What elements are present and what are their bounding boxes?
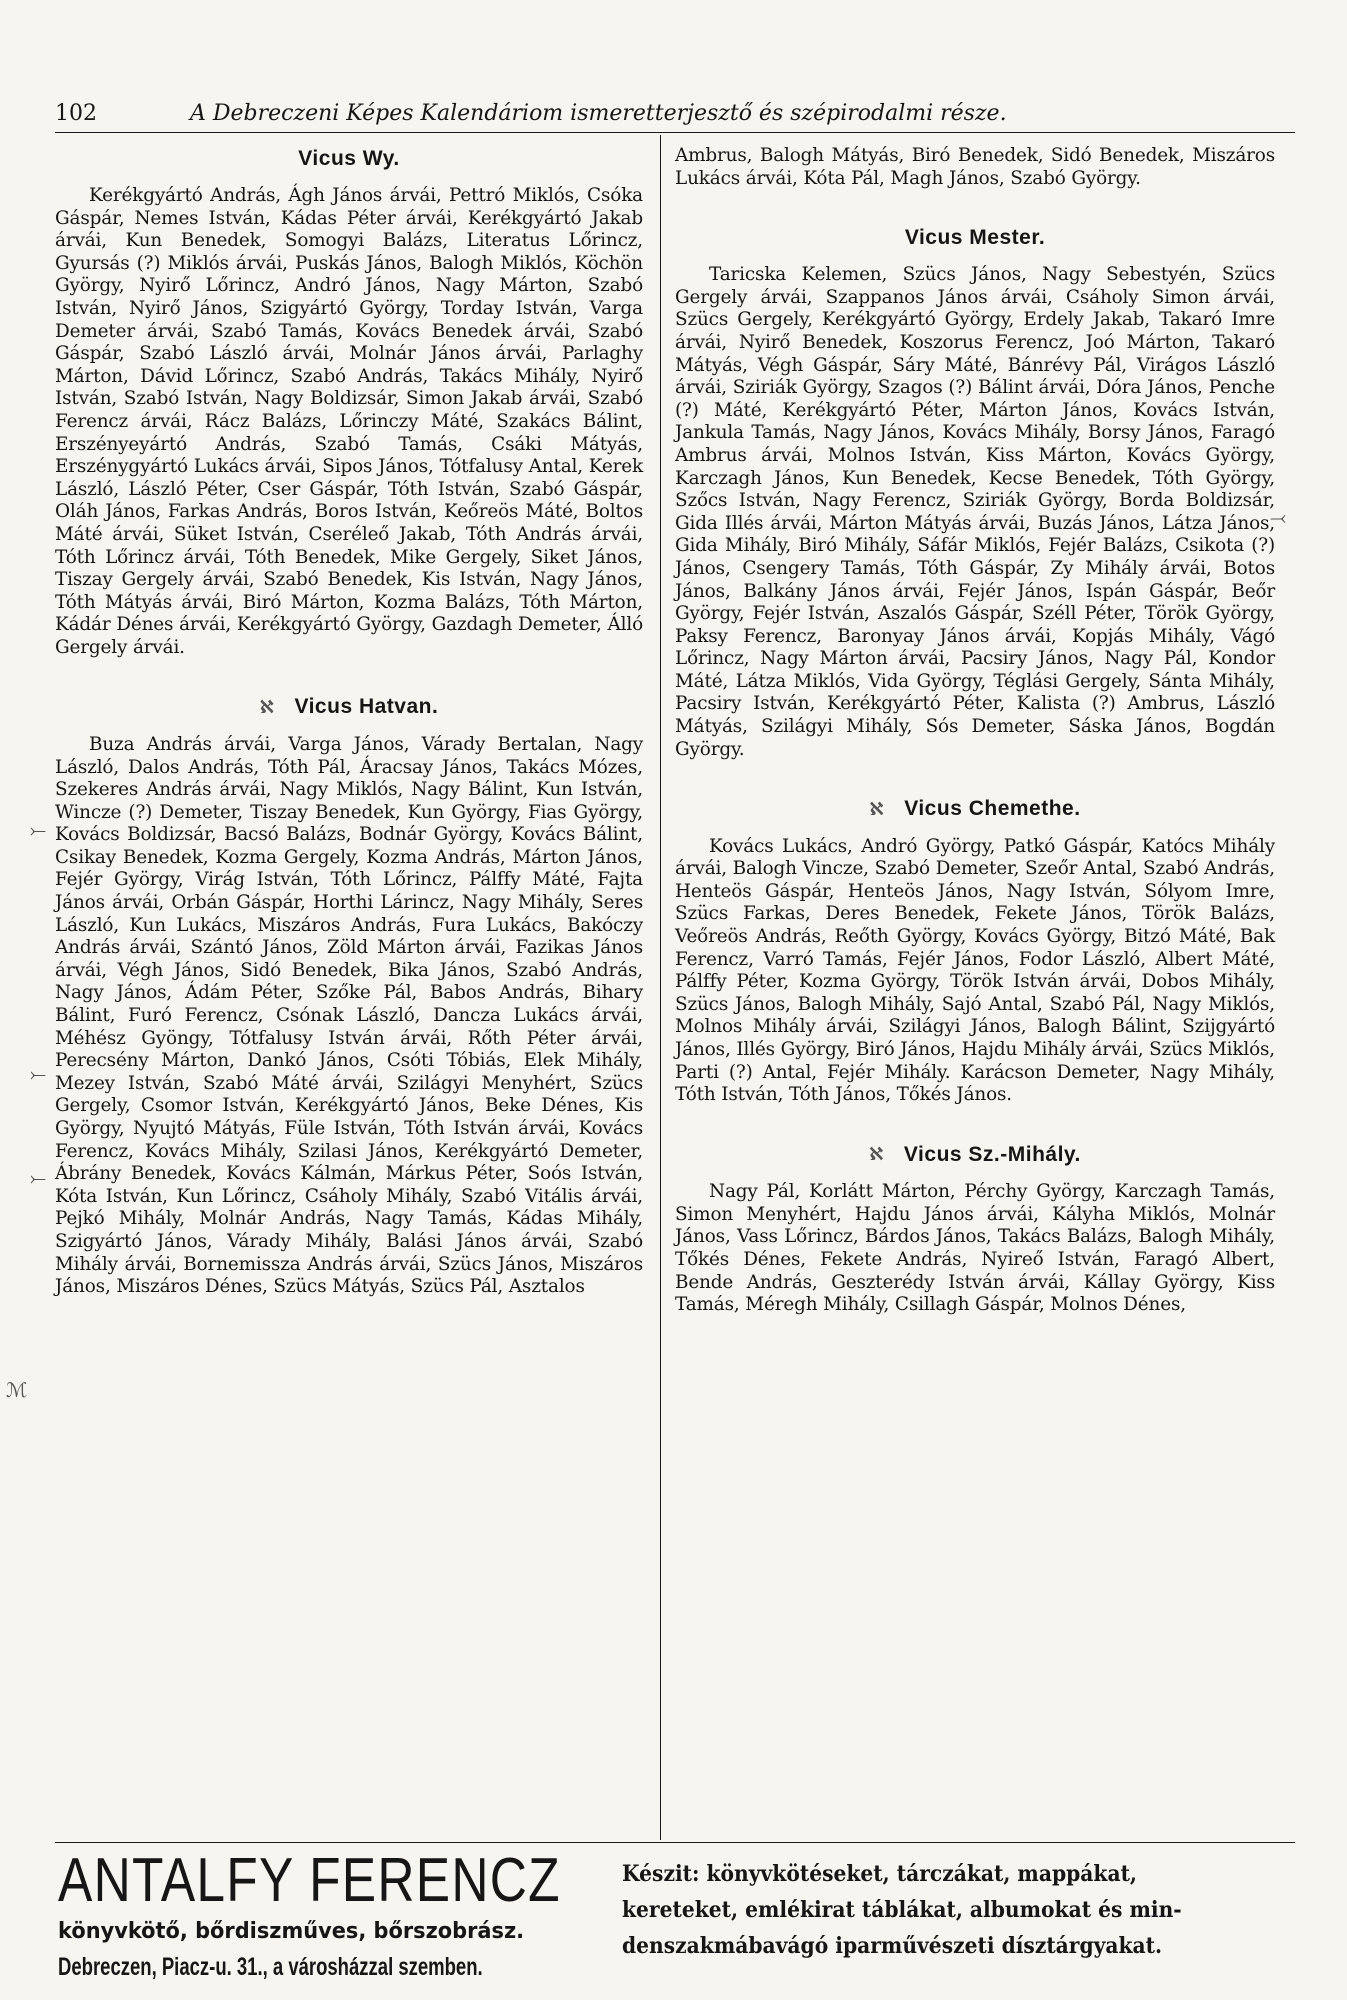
continued-text: Ambrus, Balogh Mátyás, Biró Benedek, Sidó Benedek, Miszáros Lukács árvái, Kóta Pál, Magh János, Szabó György. [675, 145, 1275, 189]
section-text-hatvan: Buza András árvái, Varga János, Várady Bertalan, Nagy László, Dalos András, Tóth Pál, Áracsay János, Takács Mózes, Szekeres András árvái, Nagy Miklós, Nagy Bálint, Kun István, Wincze (?) Demeter, Tiszay Benedek, Kun György, Fias György, Kovács Boldizsár, Bacsó Balázs, Bodnár György, Kovács Bálint, Csikay Benedek, Kozma Gergely, Kozma András, Márton János, Fejér György, Virág István, Tóth Lőrincz, Pálffy Máté, Fajta János árvái, Orbán Gáspár, Horthi Lárincz, Nagy Mihály, Seres László, Kun Lukács, Miszáros András, Fura Lukács, Bakóczy András árvái, Szántó János, Zöld Márton árvái, Fazikas János árvái, Végh János, Sidó Benedek, Bika János, Szabó András, Nagy János, Ádám Péter, Szőke Pál, Babos András, Bihary Bálint, Furó Ferencz, Csónak László, Dancza Lukács árvái, Méhész Gyöngy, Tótfalusy István árvái, Rőth Péter árvái, Perecsény Márton, Dankó János, Csóti Tóbiás, Elek Mihály, Mezey István, Szabó Máté árvái, Szilágyi Menyhért, Szücs Gergely, Csomor István, Kerékgyártó János, Beke Dénes, Kis György, Nyujtó Mátyás, Füle István, Tóth István árvái, Kovács Ferencz, Kovács Mihály, Szilasi János, Kerékgyártó Demeter, Ábrány Benedek, Kovács Kálmán, Márkus Péter, Soós István, Kóta István, Kun Lőrincz, Csáholy Mihály, Szabó Vitális árvái, Pejkó Mihály, Molnár András, Nagy Tamás, Kádas Mihály, Szigyártó János, Várady Mihály, Balási János árvái, Szabó Mihály árvái, Bornemissza András árvái, Szücs János, Miszáros János, Miszáros Dénes, Szücs Mátyás, Szücs Pál, Asztalos [55, 733, 643, 1298]
advert-address: Debreczen, Piacz-u. 31., a városházzal szemben. [58, 1953, 483, 1981]
section-title-hatvan: Vicus Hatvan. [294, 695, 439, 719]
section-text-mester: Taricska Kelemen, Szücs János, Nagy Sebestyén, Szücs Gergely árvái, Szappanos János árvái, Csáholy Simon árvái, Szücs Gergely, Kerékgyártó György, Erdely Jakab, Takaró Imre árvái, Nyirő Benedek, Koszorus Ferencz, Joó Márton, Takaró Mátyás, Végh Gáspár, Sáry Máté, Bánrévy Pál, Virágos László árvái, Sziriák György, Szagos (?) Bálint árvái, Dóra János, Penche (?) Máté, Kerékgyártó Péter, Márton János, Kovács István, Jankula Tamás, Nagy János, Kovács Mihály, Borsy János, Faragó Ambrus árvái, Molnos István, Kiss Márton, Kovács György, Karczagh János, Kun Benedek, Kecse Benedek, Tóth György, Szőcs István, Nagy Ferencz, Sziriák György, Borda Boldizsár, Gida Illés árvái, Márton Mátyás árvái, Buzás János, Látza János, Gida Mihály, Biró Mihály, Sáfár Miklós, Fejér Balázs, Csikota (?) János, Csengery Tamás, Tóth Gáspár, Zy Mihály árvái, Botos János, Balkány János árvái, Fejér János, Ispán Gáspár, Beőr György, Fejér István, Aszalós Gáspár, Széll Péter, Török György, Paksy Ferencz, Baronyay János árvái, Kopjás Mihály, Vágó Lőrincz, Nagy Márton árvái, Pacsiry János, Nagy Pál, Kondor Máté, Látza Miklós, Vida György, Téglási Gergely, Sánta Mihály, Pacsiry István, Kerékgyártó Péter, Kalista (?) Ambrus, László Mátyás, Szilágyi Mihály, Sós Demeter, Sáska János, Bogdán György. [675, 264, 1275, 760]
pencil-mark-icon: ℵ [869, 1144, 884, 1166]
section-title-chemethe: Vicus Chemethe. [904, 797, 1081, 821]
margin-arrow-icon: ⤚ [30, 1062, 46, 1086]
pencil-mark-icon: ℵ [869, 798, 885, 820]
section-heading-hatvan [55, 693, 643, 721]
column-divider [660, 135, 661, 1840]
page-number: 102 [55, 101, 97, 126]
section-heading-chemethe [675, 795, 1275, 823]
header-rule [55, 132, 1295, 133]
running-title: A Debreczeni Képes Kalendáriom ismeretterjesztő és szépirodalmi része. [190, 101, 1007, 126]
margin-arrow-icon: ⤚ [30, 818, 46, 842]
section-title-wy: Vicus Wy. [298, 147, 400, 170]
advert-rule [55, 1842, 1295, 1843]
section-title-mester: Vicus Mester. [904, 226, 1046, 250]
margin-arrow-icon: ⤙ [1270, 505, 1286, 529]
advert-offer-line: Készit: könyvkötéseket, tárczákat, mappákat, [622, 1861, 1137, 1887]
pencil-mark-icon: ℵ [259, 696, 275, 718]
section-text-sz-mihaly: Nagy Pál, Korlátt Márton, Pérchy György, Karczagh Tamás, Simon Menyhért, Hajdu János árvái, Kályha Miklós, Molnár János, Vass Lőrincz, Bárdos János, Takács Balázs, Balogh Mihály, Tőkés Dénes, Fekete András, Nyireő István, Faragó Albert, Bende András, Geszterédy István árvái, Kállay György, Kiss Tamás, Méregh Mihály, Csillagh Gáspár, Molnos Dénes, [675, 1181, 1275, 1316]
section-title-sz-mihaly: Vicus Sz.-Mihály. [903, 1142, 1081, 1166]
advert-offer-line: kereteket, emlékirat táblákat, albumokat és min- [622, 1897, 1182, 1923]
advert-trade: könyvkötő, bőrdiszműves, bőrszobrász. [58, 1919, 525, 1944]
margin-scribble-icon: ℳ [6, 1378, 28, 1402]
advert-offer-line: denszakmábavágó iparművészeti dísztárgyakat. [622, 1933, 1163, 1959]
section-heading-sz-mihaly [675, 1141, 1275, 1169]
section-text-wy: Kerékgyártó András, Ágh János árvái, Pettró Miklós, Csóka Gáspár, Nemes István, Kádas Péter árvái, Kerékgyártó Jakab árvái, Kun Benedek, Somogyi Balázs, Literatus Lőrincz, Gyursás (?) Miklós árvái, Puskás János, Balogh Miklós, Köchön György, Nyirő Lőrincz, Andró János, Nagy Márton, Szabó István, Nyirő János, Szigyártó György, Torday István, Varga Demeter árvái, Szabó Tamás, Kovács Benedek árvái, Szabó Gáspár, Szabó László árvái, Molnár János árvái, Parlaghy Márton, Dávid Lőrincz, Szabó András, Takács Mihály, Nyirő István, Szabó István, Nagy Boldizsár, Simon Jakab árvái, Szabó Ferencz árvái, Rácz Balázs, Lőrinczy Máté, Szakács Bálint, Erszényeyártó András, Szabó Tamás, Csáki Mátyás, Erszénygyártó Lukács árvái, Sipos János, Tótfalusy Antal, Kerek László, László Péter, Cser Gáspár, Tóth István, Szabó Gáspár, Oláh János, Farkas András, Boros István, Keőreös Máté, Boltos Máté árvái, Süket István, Cseréleő Jakab, Tóth András árvái, Tóth Lőrincz árvái, Tóth Benedek, Mike Gergely, Siket János, Tiszay Gergely árvái, Szabó Benedek, Kis István, Nagy János, Tóth Mátyás árvái, Biró Márton, Kozma Balázs, Tóth Márton, Kádár Dénes árvái, Kerékgyártó György, Gazdagh Demeter, Álló Gergely árvái. [55, 185, 643, 658]
margin-arrow-icon: ⤚ [30, 1166, 46, 1190]
advert-name: ANTALFY FERENCZ [58, 1846, 561, 1915]
advert-offer [622, 1856, 1288, 1964]
section-text-chemethe: Kovács Lukács, Andró György, Patkó Gáspár, Katócs Mihály árvái, Balogh Vincze, Szabó Demeter, Szeőr Antal, Szabó András, Henteös Gáspár, Henteös János, Nagy István, Sólyom Imre, Szücs Farkas, Deres Benedek, Fekete János, Török Balázs, Veőreös András, Reőth György, Kovács György, Bitzó Máté, Bak Ferencz, Varró Tamás, Fejér János, Fodor László, Albert Máté, Pálffy Péter, Kozma György, Török István árvái, Dobos Mihály, Szücs János, Balogh Mihály, Sajó Antal, Szabó Pál, Nagy Miklós, Molnos Mihály árvái, Szilágyi János, Balogh Bálint, Szijgyártó János, Illés György, Biró János, Hajdu Mihály árvái, Szücs Miklós, Parti (?) Antal, Fejér Mihály. Karácson Demeter, Nagy Mihály, Tóth István, Tóth János, Tőkés János. [675, 835, 1275, 1106]
right-column [675, 145, 1275, 1317]
left-column [55, 145, 643, 1299]
